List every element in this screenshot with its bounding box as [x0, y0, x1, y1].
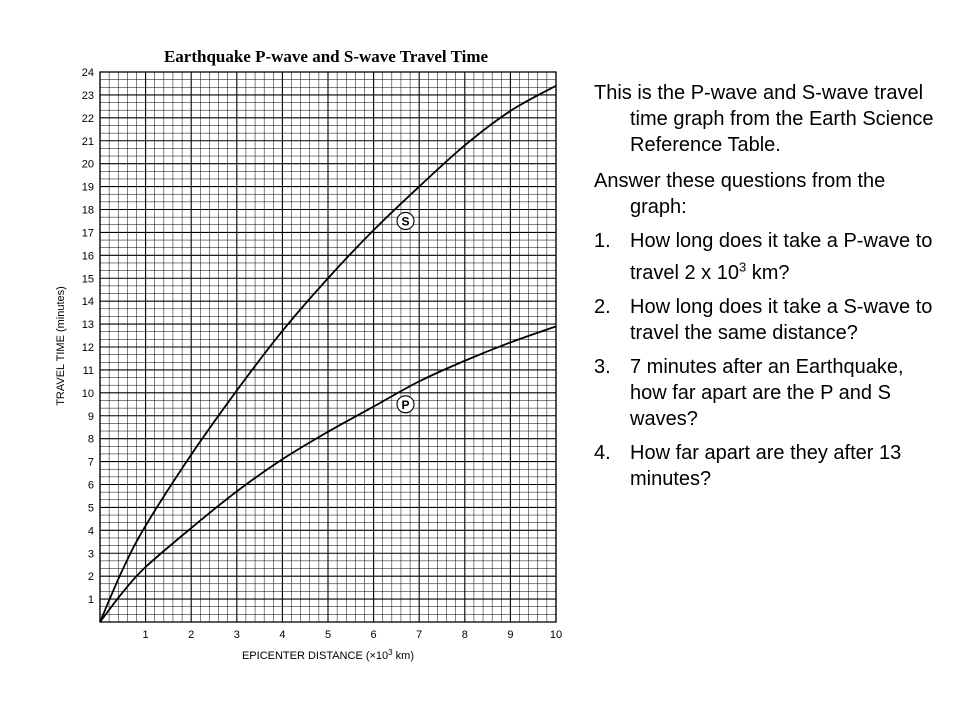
x-tick-label: 9	[507, 629, 514, 641]
x-tick-label: 6	[370, 629, 377, 641]
y-tick-label: 13	[81, 319, 94, 332]
question-text-main: How long does it take a P-wave to travel 2 x 10	[630, 230, 933, 284]
question-panel	[594, 80, 934, 500]
curve-label-text: P	[401, 397, 410, 412]
x-axis-label	[242, 648, 414, 662]
question-list	[594, 228, 934, 492]
x-tick-label: 7	[416, 629, 423, 641]
question-number: 2.	[594, 295, 611, 318]
curve-label-text: S	[401, 214, 410, 229]
y-tick-label: 9	[87, 410, 94, 423]
question-text	[630, 230, 932, 284]
y-tick-label: 5	[87, 502, 94, 515]
y-tick-label: 16	[81, 250, 94, 263]
y-tick-label: 14	[81, 296, 94, 309]
x-tick-label: 5	[324, 629, 332, 641]
y-tick-label: 20	[81, 158, 94, 171]
x-tick-label: 8	[461, 629, 468, 641]
curve-labels	[397, 212, 414, 412]
y-tick-label: 2	[87, 571, 94, 584]
question-text: 7 minutes after an Earthquake, how far apart are the P and S waves?	[630, 355, 904, 430]
y-tick-label: 6	[87, 479, 94, 492]
y-tick-label: 8	[87, 433, 94, 446]
question-item	[594, 294, 934, 346]
question-item	[594, 354, 934, 432]
y-tick-label: 3	[87, 548, 94, 561]
y-tick-label: 21	[81, 135, 94, 148]
x-axis-label-exp: 3	[388, 648, 393, 657]
question-superscript: 3	[738, 259, 747, 274]
question-item	[594, 440, 934, 492]
y-tick-label: 17	[81, 227, 94, 240]
y-tick-label: 4	[87, 525, 94, 538]
question-number: 4.	[594, 441, 611, 464]
y-tick-label: 18	[81, 204, 94, 217]
y-axis-label: TRAVEL TIME (minutes)	[55, 286, 67, 406]
y-tick-label: 7	[87, 456, 94, 469]
y-tick-label: 24	[81, 67, 94, 79]
x-tick-label: 4	[279, 629, 286, 641]
y-tick-label: 10	[81, 387, 94, 400]
y-tick-label: 1	[87, 594, 94, 607]
x-axis-label-main: EPICENTER DISTANCE (	[241, 650, 370, 662]
y-tick-label: 19	[81, 181, 94, 194]
chart-title: Earthquake P-wave and S-wave Travel Time	[163, 47, 489, 66]
x-tick-label: 1	[142, 629, 149, 641]
y-tick-label: 22	[81, 112, 94, 125]
question-number: 3.	[594, 355, 611, 378]
x-tick-label: 10	[549, 629, 563, 641]
y-tick-label: 12	[81, 342, 94, 354]
question-number: 1.	[594, 230, 611, 252]
intro-text: This is the P-wave and S-wave travel time graph from the Earth Science Reference Table.	[594, 82, 934, 156]
major-gridlines	[100, 72, 556, 622]
y-tick-labels	[82, 67, 94, 606]
x-tick-labels	[143, 629, 563, 641]
y-tick-label: 23	[81, 89, 94, 102]
question-text: How long does it take a S-wave to travel the same distance?	[630, 295, 933, 344]
prompt-text: Answer these questions from the graph:	[594, 170, 886, 218]
x-axis-label-tail: km)	[392, 650, 415, 662]
x-tick-label: 2	[188, 629, 195, 641]
x-axis-label-unit: ×10	[369, 650, 389, 662]
question-text: How far apart are they after 13 minutes?	[630, 441, 902, 490]
y-tick-label: 15	[81, 273, 94, 286]
question-item	[594, 228, 934, 286]
question-text-tail: km?	[746, 261, 790, 284]
x-tick-label: 3	[233, 629, 240, 641]
y-tick-label: 11	[82, 364, 94, 377]
